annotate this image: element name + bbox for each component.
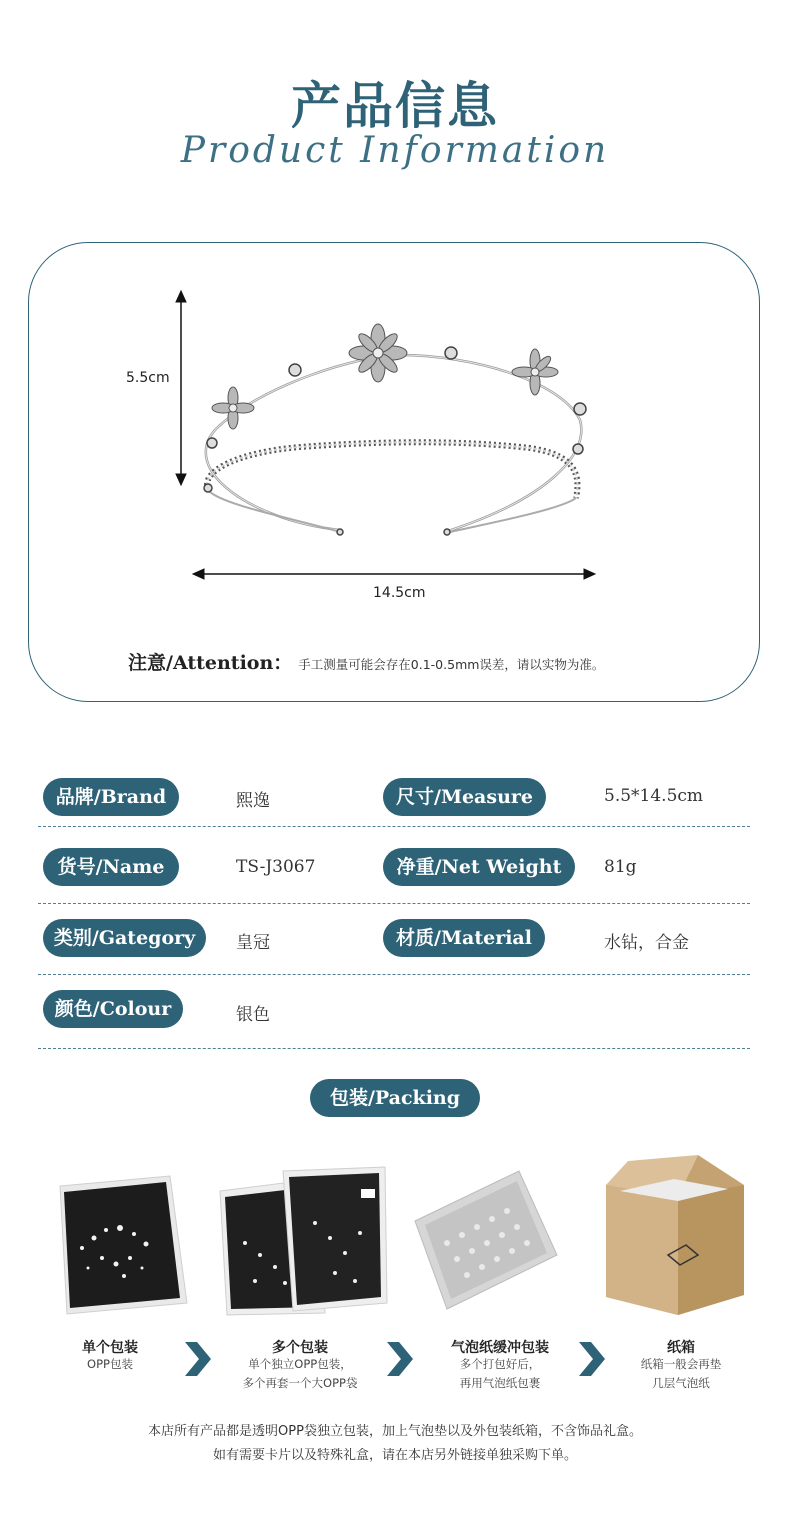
packing-step-title: 气泡纸缓冲包装 [451, 1340, 549, 1356]
material-label: 材质/Material [383, 919, 545, 957]
packing-step-title: 多个包装 [272, 1340, 328, 1356]
packing-step-desc: 再用气泡纸包裹 [459, 1376, 541, 1390]
chevron-right-icon [183, 1342, 213, 1376]
divider [38, 826, 750, 827]
page-subtitle: Product Information [180, 130, 610, 171]
flower-center [349, 324, 407, 382]
single-package-image [42, 1168, 192, 1318]
packing-step-desc: 单个独立OPP包装， [248, 1357, 352, 1371]
packing-step-desc: 纸箱一般会再垫 [640, 1357, 722, 1371]
packing-step-desc: OPP包装 [87, 1357, 133, 1371]
name-value: TS-J3067 [236, 857, 316, 877]
packing-step-desc: 多个再套一个大OPP袋 [242, 1376, 358, 1390]
material-value: 水钻，合金 [604, 933, 689, 953]
width-label: 14.5cm [373, 585, 426, 601]
width-arrow [193, 569, 595, 579]
packing-label: 包装/Packing [310, 1079, 480, 1117]
packing-step-desc: 多个打包好后， [459, 1357, 541, 1371]
category-label: 类别/Gategory [43, 919, 206, 957]
height-label: 5.5cm [126, 370, 170, 386]
footer-note-line1: 本店所有产品都是透明OPP袋独立包装，加上气泡垫以及外包装纸箱，不含饰品礼盒。 [148, 1424, 642, 1439]
net-weight-label: 净重/Net Weight [383, 848, 575, 886]
carton-box-image [598, 1155, 748, 1323]
colour-value: 银色 [236, 1005, 270, 1025]
flower-left [212, 387, 254, 429]
multiple-package-image [215, 1163, 390, 1318]
divider [38, 903, 750, 904]
brand-value: 熙逸 [236, 791, 270, 811]
colour-label: 颜色/Colour [43, 990, 183, 1028]
chevron-right-icon [577, 1342, 607, 1376]
divider [38, 1048, 750, 1049]
flower-right [512, 349, 558, 395]
brand-label: 品牌/Brand [43, 778, 179, 816]
product-image-headband [0, 0, 790, 720]
footer-note-line2: 如有需要卡片以及特殊礼盒，请在本店另外链接单独采购下单。 [212, 1448, 577, 1463]
chevron-right-icon [385, 1342, 415, 1376]
attention-text: 手工测量可能会存在0.1-0.5mm误差，请以实物为准。 [298, 657, 605, 672]
measure-value: 5.5*14.5cm [604, 786, 704, 806]
measure-label: 尺寸/Measure [383, 778, 546, 816]
packing-step-desc: 几层气泡纸 [652, 1376, 710, 1390]
name-label: 货号/Name [43, 848, 179, 886]
height-arrow [176, 291, 186, 485]
bubble-wrap-image [407, 1163, 562, 1313]
packing-step-title: 单个包装 [82, 1340, 138, 1356]
net-weight-value: 81g [604, 857, 637, 877]
attention-note [128, 648, 604, 675]
divider [38, 974, 750, 975]
category-value: 皇冠 [236, 933, 270, 953]
attention-label: 注意/Attention： [128, 652, 293, 674]
page-title: 产品信息 [291, 76, 499, 135]
packing-step-title: 纸箱 [667, 1340, 695, 1356]
